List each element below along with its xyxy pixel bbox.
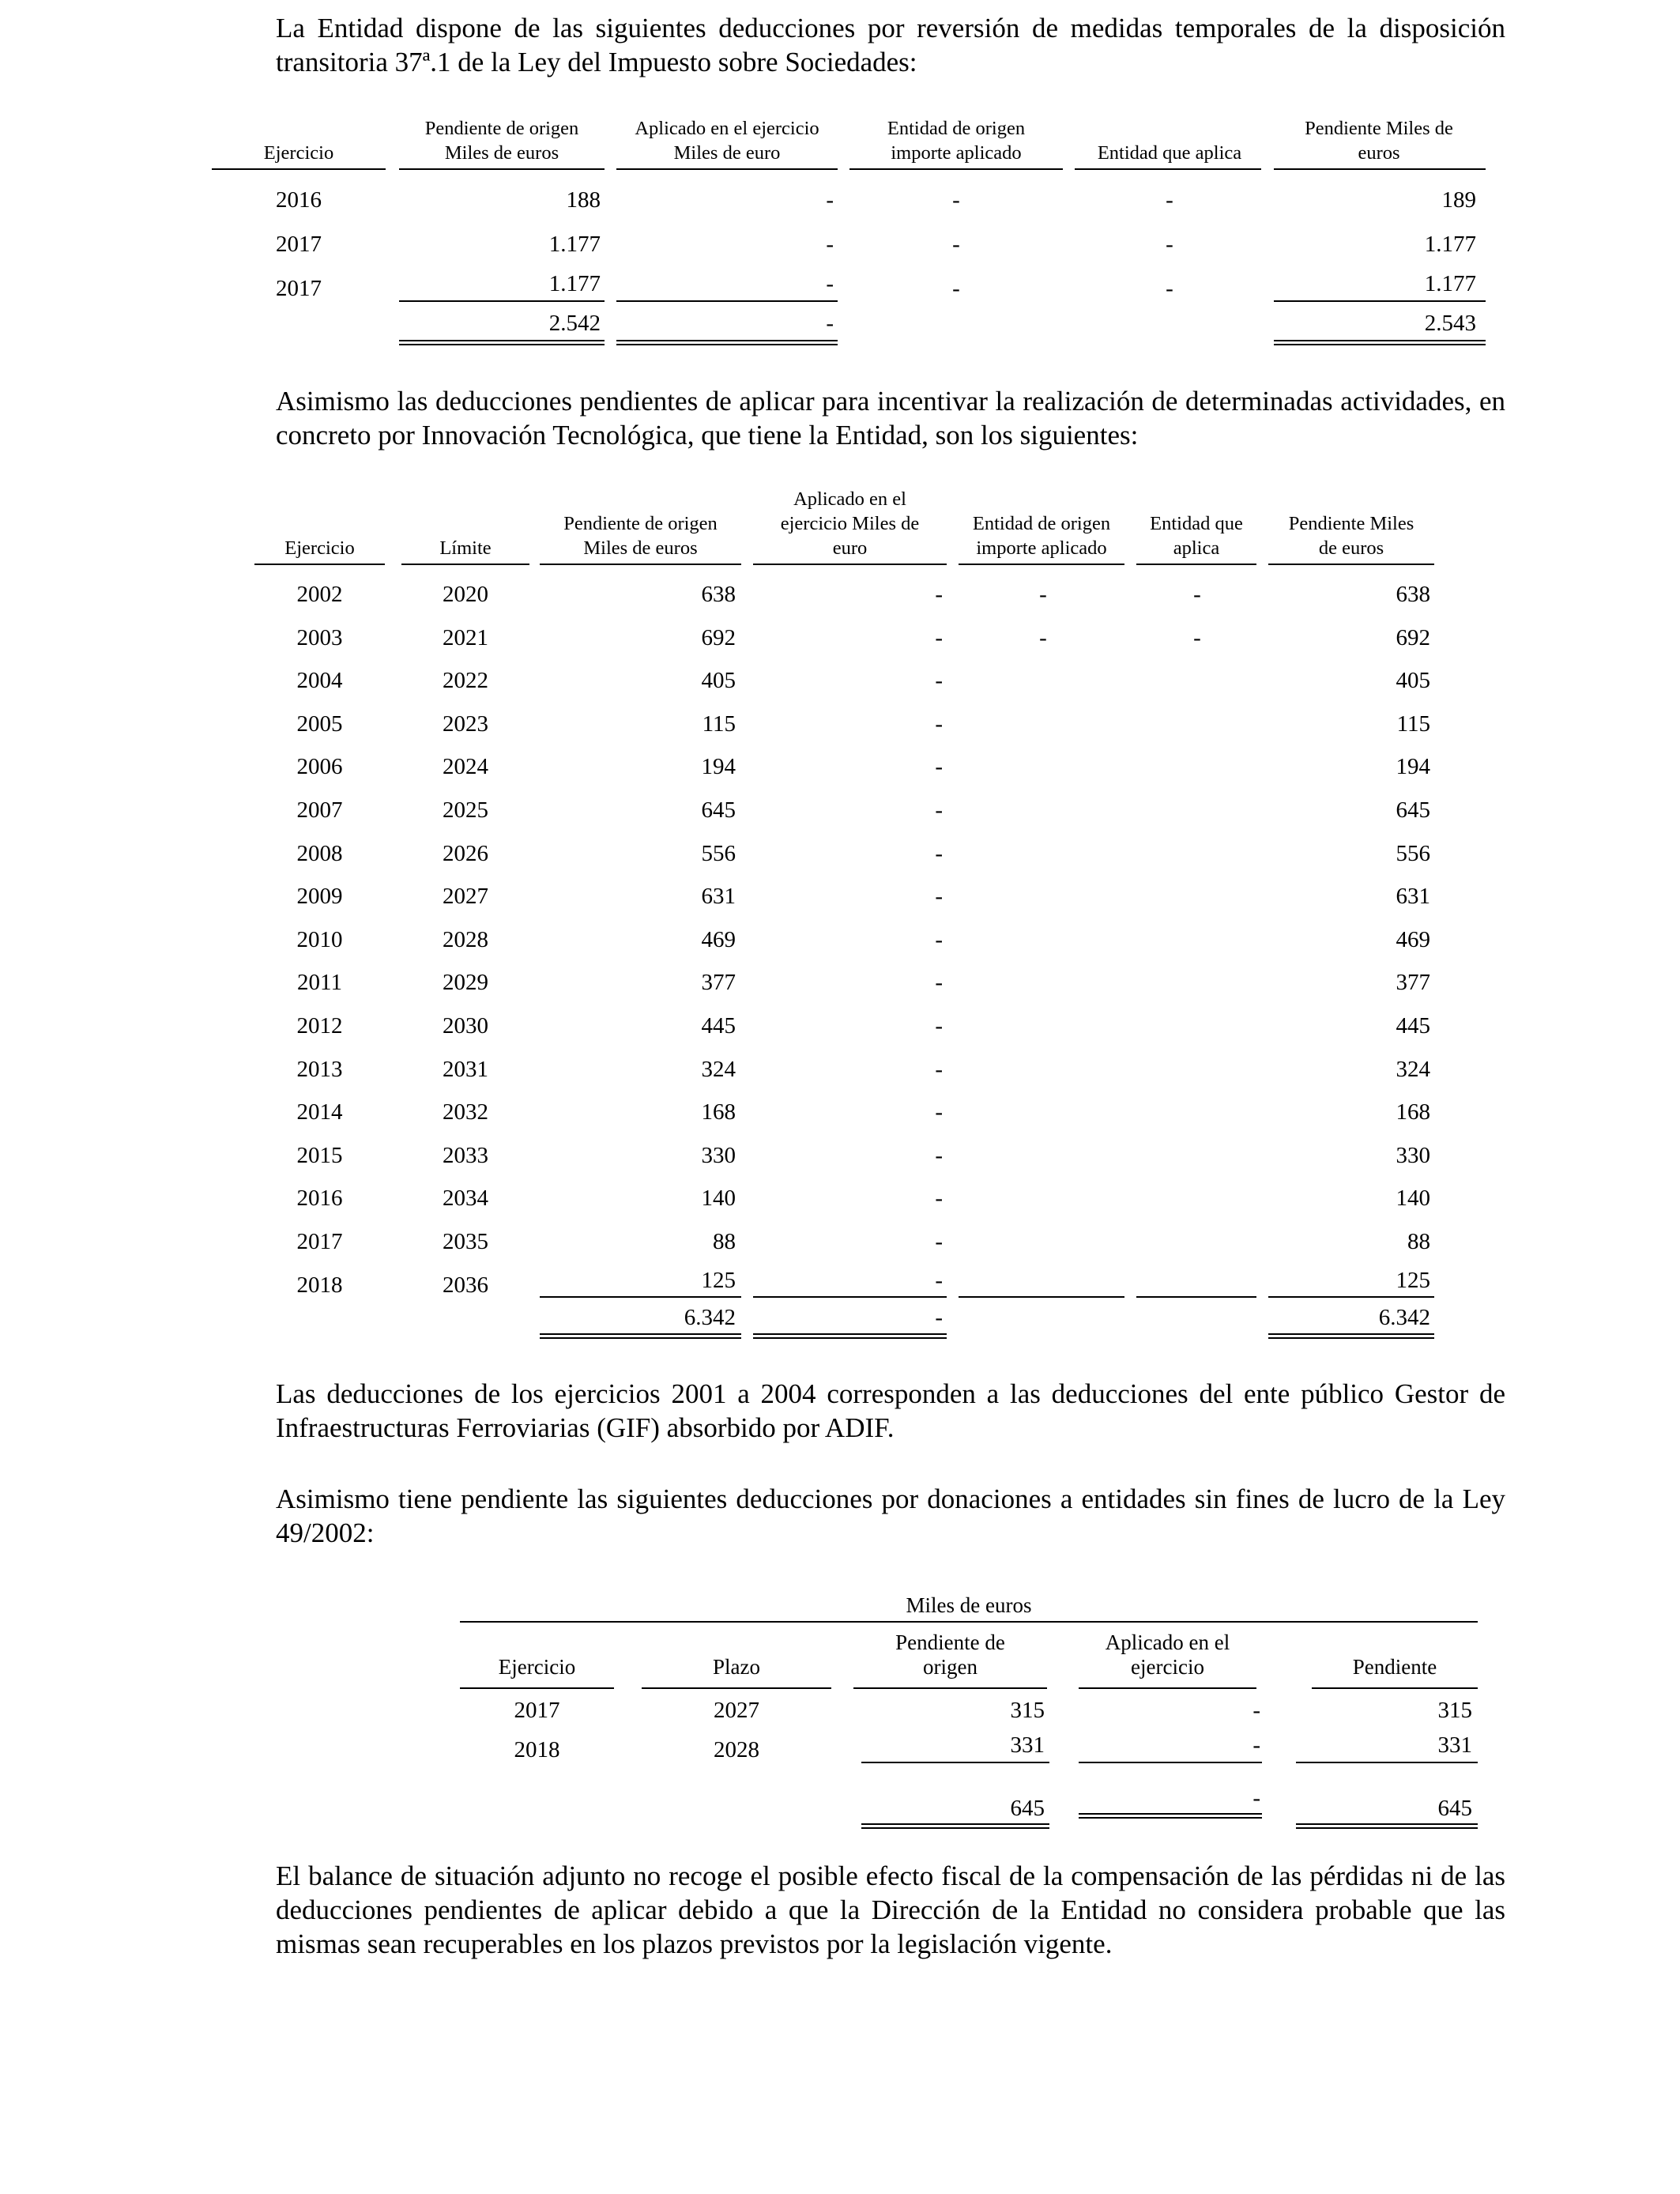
cell-entidad-origen: - bbox=[952, 276, 960, 301]
cell-aplicado: - bbox=[935, 754, 943, 780]
col-header-pendiente-origen: Pendiente de origen Miles de euros bbox=[563, 513, 718, 559]
cell-aplicado: - bbox=[1252, 1732, 1260, 1758]
cell-ejercicio: 2006 bbox=[296, 754, 343, 780]
cell-ejercicio: 2017 bbox=[514, 1698, 560, 1723]
cell-pendiente-origen: 125 bbox=[701, 1267, 736, 1293]
cell-entidad-aplica: - bbox=[1193, 624, 1201, 650]
cell-ejercicio: 2017 bbox=[276, 276, 322, 301]
cell-pendiente-origen: 140 bbox=[701, 1186, 736, 1212]
cell-entidad-aplica: - bbox=[1193, 582, 1201, 607]
cell-aplicado: - bbox=[935, 797, 943, 823]
cell-pendiente-origen: 556 bbox=[701, 840, 736, 866]
cell-pendiente: 1.177 bbox=[1424, 271, 1476, 296]
cell-pendiente: 140 bbox=[1396, 1186, 1430, 1212]
cell-pendiente-origen: 168 bbox=[701, 1099, 736, 1125]
cell-aplicado: - bbox=[935, 624, 943, 650]
cell-ejercicio: 2010 bbox=[296, 926, 343, 952]
group-header-miles-euros: Miles de euros bbox=[906, 1593, 1032, 1617]
cell-pendiente: 168 bbox=[1396, 1099, 1430, 1125]
cell-pendiente: 189 bbox=[1441, 187, 1476, 213]
cell-aplicado: - bbox=[826, 271, 834, 296]
cell-aplicado: - bbox=[935, 1267, 943, 1293]
cell-limite: 2034 bbox=[443, 1186, 488, 1212]
cell-pendiente: 194 bbox=[1396, 754, 1430, 780]
cell-ejercicio: 2005 bbox=[296, 711, 343, 737]
total-aplicado: - bbox=[1252, 1785, 1260, 1811]
cell-ejercicio: 2008 bbox=[296, 840, 343, 866]
cell-entidad-aplica: - bbox=[1166, 276, 1173, 301]
cell-limite: 2033 bbox=[443, 1142, 488, 1168]
cell-pendiente-origen: 631 bbox=[701, 884, 736, 910]
cell-ejercicio: 2012 bbox=[296, 1013, 343, 1039]
col-header-aplicado: Aplicado en el ejercicio Miles de euro bbox=[635, 118, 819, 164]
cell-entidad-aplica: - bbox=[1166, 187, 1173, 213]
cell-entidad-aplica: - bbox=[1166, 232, 1173, 257]
col-header-pendiente: Pendiente Miles de euros bbox=[1288, 513, 1414, 559]
gif-paragraph: Las deducciones de los ejercicios 2001 a 2004 corresponden a las deducciones del ente público Gestor de Infraestructuras Ferroviarias (GIF) absorbido por ADIF. bbox=[276, 1378, 1505, 1443]
col-header-ejercicio: Ejercicio bbox=[498, 1655, 576, 1679]
total-pendiente-origen: 645 bbox=[1010, 1796, 1045, 1821]
cell-aplicado: - bbox=[935, 711, 943, 737]
col-header-entidad-aplica: Entidad que aplica bbox=[1150, 513, 1243, 559]
cell-ejercicio: 2003 bbox=[296, 624, 343, 650]
total-pendiente: 2.543 bbox=[1424, 311, 1476, 336]
col-header-ejercicio: Ejercicio bbox=[284, 537, 355, 559]
cell-pendiente: 692 bbox=[1396, 624, 1430, 650]
cell-ejercicio: 2011 bbox=[297, 970, 342, 996]
col-header-pendiente-origen: Pendiente de origen bbox=[895, 1630, 1005, 1679]
cell-ejercicio: 2014 bbox=[296, 1099, 343, 1125]
col-header-plazo: Plazo bbox=[713, 1655, 760, 1679]
cell-ejercicio: 2018 bbox=[296, 1272, 343, 1298]
cell-limite: 2035 bbox=[443, 1229, 488, 1254]
cell-limite: 2029 bbox=[443, 970, 488, 996]
cell-limite: 2031 bbox=[443, 1056, 488, 1082]
total-aplicado: - bbox=[935, 1305, 943, 1330]
cell-limite: 2032 bbox=[443, 1099, 488, 1125]
cell-limite: 2021 bbox=[443, 624, 488, 650]
cell-pendiente-origen: 638 bbox=[701, 582, 736, 607]
cell-pendiente: 638 bbox=[1396, 582, 1430, 607]
cell-pendiente: 315 bbox=[1437, 1698, 1472, 1723]
cell-aplicado: - bbox=[935, 884, 943, 910]
cell-pendiente-origen: 405 bbox=[701, 668, 736, 694]
cell-limite: 2026 bbox=[443, 840, 488, 866]
cell-pendiente: 88 bbox=[1407, 1229, 1430, 1254]
cell-aplicado: - bbox=[826, 232, 834, 257]
total-pendiente-origen: 6.342 bbox=[684, 1305, 736, 1330]
cell-entidad-origen: - bbox=[1039, 582, 1047, 607]
col-header-pendiente: Pendiente Miles de euros bbox=[1305, 118, 1453, 164]
cell-pendiente: 645 bbox=[1396, 797, 1430, 823]
cell-limite: 2024 bbox=[443, 754, 488, 780]
cell-ejercicio: 2015 bbox=[296, 1142, 343, 1168]
cell-aplicado: - bbox=[935, 1142, 943, 1168]
cell-ejercicio: 2017 bbox=[276, 232, 322, 257]
cell-pendiente: 115 bbox=[1396, 711, 1430, 737]
cell-pendiente-origen: 331 bbox=[1010, 1732, 1045, 1758]
cell-aplicado: - bbox=[935, 1099, 943, 1125]
cell-limite: 2030 bbox=[443, 1013, 488, 1039]
cell-pendiente: 324 bbox=[1396, 1056, 1430, 1082]
cell-pendiente: 469 bbox=[1396, 926, 1430, 952]
innovation-paragraph: Asimismo las deducciones pendientes de aplicar para incentivar la realización de determinadas actividades, en concreto por Innovación Tecnológica, que tiene la Entidad, son los siguientes: bbox=[276, 386, 1505, 450]
total-aplicado: - bbox=[826, 311, 834, 336]
cell-pendiente: 405 bbox=[1396, 668, 1430, 694]
cell-limite: 2027 bbox=[443, 884, 488, 910]
cell-pendiente: 1.177 bbox=[1424, 232, 1476, 257]
total-pendiente: 645 bbox=[1437, 1796, 1472, 1821]
col-header-aplicado: Aplicado en el ejercicio Miles de euro bbox=[780, 488, 920, 559]
cell-pendiente-origen: 377 bbox=[701, 970, 736, 996]
cell-pendiente: 331 bbox=[1437, 1732, 1472, 1758]
cell-aplicado: - bbox=[935, 1056, 943, 1082]
cell-limite: 2023 bbox=[443, 711, 488, 737]
cell-plazo: 2027 bbox=[714, 1698, 759, 1723]
cell-aplicado: - bbox=[935, 926, 943, 952]
cell-pendiente-origen: 88 bbox=[713, 1229, 736, 1254]
cell-aplicado: - bbox=[935, 668, 943, 694]
col-header-entidad-origen: Entidad de origen importe aplicado bbox=[972, 513, 1111, 559]
cell-pendiente: 556 bbox=[1396, 840, 1430, 866]
donations-paragraph: Asimismo tiene pendiente las siguientes deducciones por donaciones a entidades sin fines de lucro de la Ley 49/2002: bbox=[276, 1483, 1505, 1548]
cell-entidad-origen: - bbox=[952, 187, 960, 213]
cell-ejercicio: 2007 bbox=[296, 797, 343, 823]
col-header-entidad-aplica: Entidad que aplica bbox=[1097, 142, 1242, 164]
cell-pendiente: 330 bbox=[1396, 1142, 1430, 1168]
cell-ejercicio: 2016 bbox=[296, 1186, 343, 1212]
closing-paragraph: El balance de situación adjunto no recoge el posible efecto fiscal de la compensación de las pérdidas ni de las deducciones pendientes de aplicar debido a que la Dirección de la Entidad no considera probable que las mismas sean recuperables en los plazos previstos por la legislación vigente. bbox=[276, 1860, 1505, 1959]
cell-pendiente-origen: 330 bbox=[701, 1142, 736, 1168]
cell-pendiente-origen: 645 bbox=[701, 797, 736, 823]
cell-pendiente: 377 bbox=[1396, 970, 1430, 996]
cell-aplicado: - bbox=[1252, 1698, 1260, 1723]
cell-ejercicio: 2009 bbox=[296, 884, 343, 910]
cell-limite: 2025 bbox=[443, 797, 488, 823]
cell-pendiente-origen: 445 bbox=[701, 1013, 736, 1039]
col-header-entidad-origen: Entidad de origen importe aplicado bbox=[887, 118, 1026, 164]
cell-pendiente-origen: 324 bbox=[701, 1056, 736, 1082]
col-header-ejercicio: Ejercicio bbox=[263, 142, 334, 164]
cell-entidad-origen: - bbox=[1039, 624, 1047, 650]
cell-aplicado: - bbox=[935, 1229, 943, 1254]
cell-pendiente: 445 bbox=[1396, 1013, 1430, 1039]
cell-pendiente-origen: 692 bbox=[701, 624, 736, 650]
cell-limite: 2020 bbox=[443, 582, 488, 607]
cell-aplicado: - bbox=[935, 582, 943, 607]
intro-paragraph: La Entidad dispone de las siguientes deducciones por reversión de medidas temporales de la disposición transitoria 37ª.1 de la Ley del Impuesto sobre Sociedades: bbox=[276, 13, 1505, 77]
col-header-pendiente: Pendiente bbox=[1352, 1655, 1437, 1679]
cell-ejercicio: 2013 bbox=[296, 1056, 343, 1082]
col-header-aplicado: Aplicado en el ejercicio bbox=[1105, 1630, 1230, 1679]
cell-pendiente-origen: 315 bbox=[1010, 1698, 1045, 1723]
col-header-pendiente-origen: Pendiente de origen Miles de euros bbox=[424, 118, 579, 164]
cell-aplicado: - bbox=[935, 970, 943, 996]
cell-limite: 2036 bbox=[443, 1272, 488, 1298]
cell-ejercicio: 2004 bbox=[296, 668, 343, 694]
cell-pendiente-origen: 115 bbox=[702, 711, 736, 737]
cell-pendiente: 631 bbox=[1396, 884, 1430, 910]
total-pendiente: 6.342 bbox=[1378, 1305, 1430, 1330]
cell-aplicado: - bbox=[826, 187, 834, 213]
cell-pendiente: 125 bbox=[1396, 1267, 1430, 1293]
cell-aplicado: - bbox=[935, 1186, 943, 1212]
col-header-limite: Límite bbox=[439, 537, 492, 559]
cell-pendiente-origen: 1.177 bbox=[548, 271, 601, 296]
cell-limite: 2022 bbox=[443, 668, 488, 694]
cell-pendiente-origen: 194 bbox=[701, 754, 736, 780]
cell-ejercicio: 2018 bbox=[514, 1737, 560, 1762]
cell-ejercicio: 2002 bbox=[296, 582, 343, 607]
cell-pendiente-origen: 188 bbox=[566, 187, 601, 213]
cell-plazo: 2028 bbox=[714, 1737, 759, 1762]
cell-ejercicio: 2017 bbox=[296, 1229, 343, 1254]
cell-aplicado: - bbox=[935, 1013, 943, 1039]
cell-limite: 2028 bbox=[443, 926, 488, 952]
total-pendiente-origen: 2.542 bbox=[548, 311, 601, 336]
cell-entidad-origen: - bbox=[952, 232, 960, 257]
cell-pendiente-origen: 1.177 bbox=[548, 232, 601, 257]
cell-ejercicio: 2016 bbox=[276, 187, 322, 213]
cell-pendiente-origen: 469 bbox=[701, 926, 736, 952]
cell-aplicado: - bbox=[935, 840, 943, 866]
